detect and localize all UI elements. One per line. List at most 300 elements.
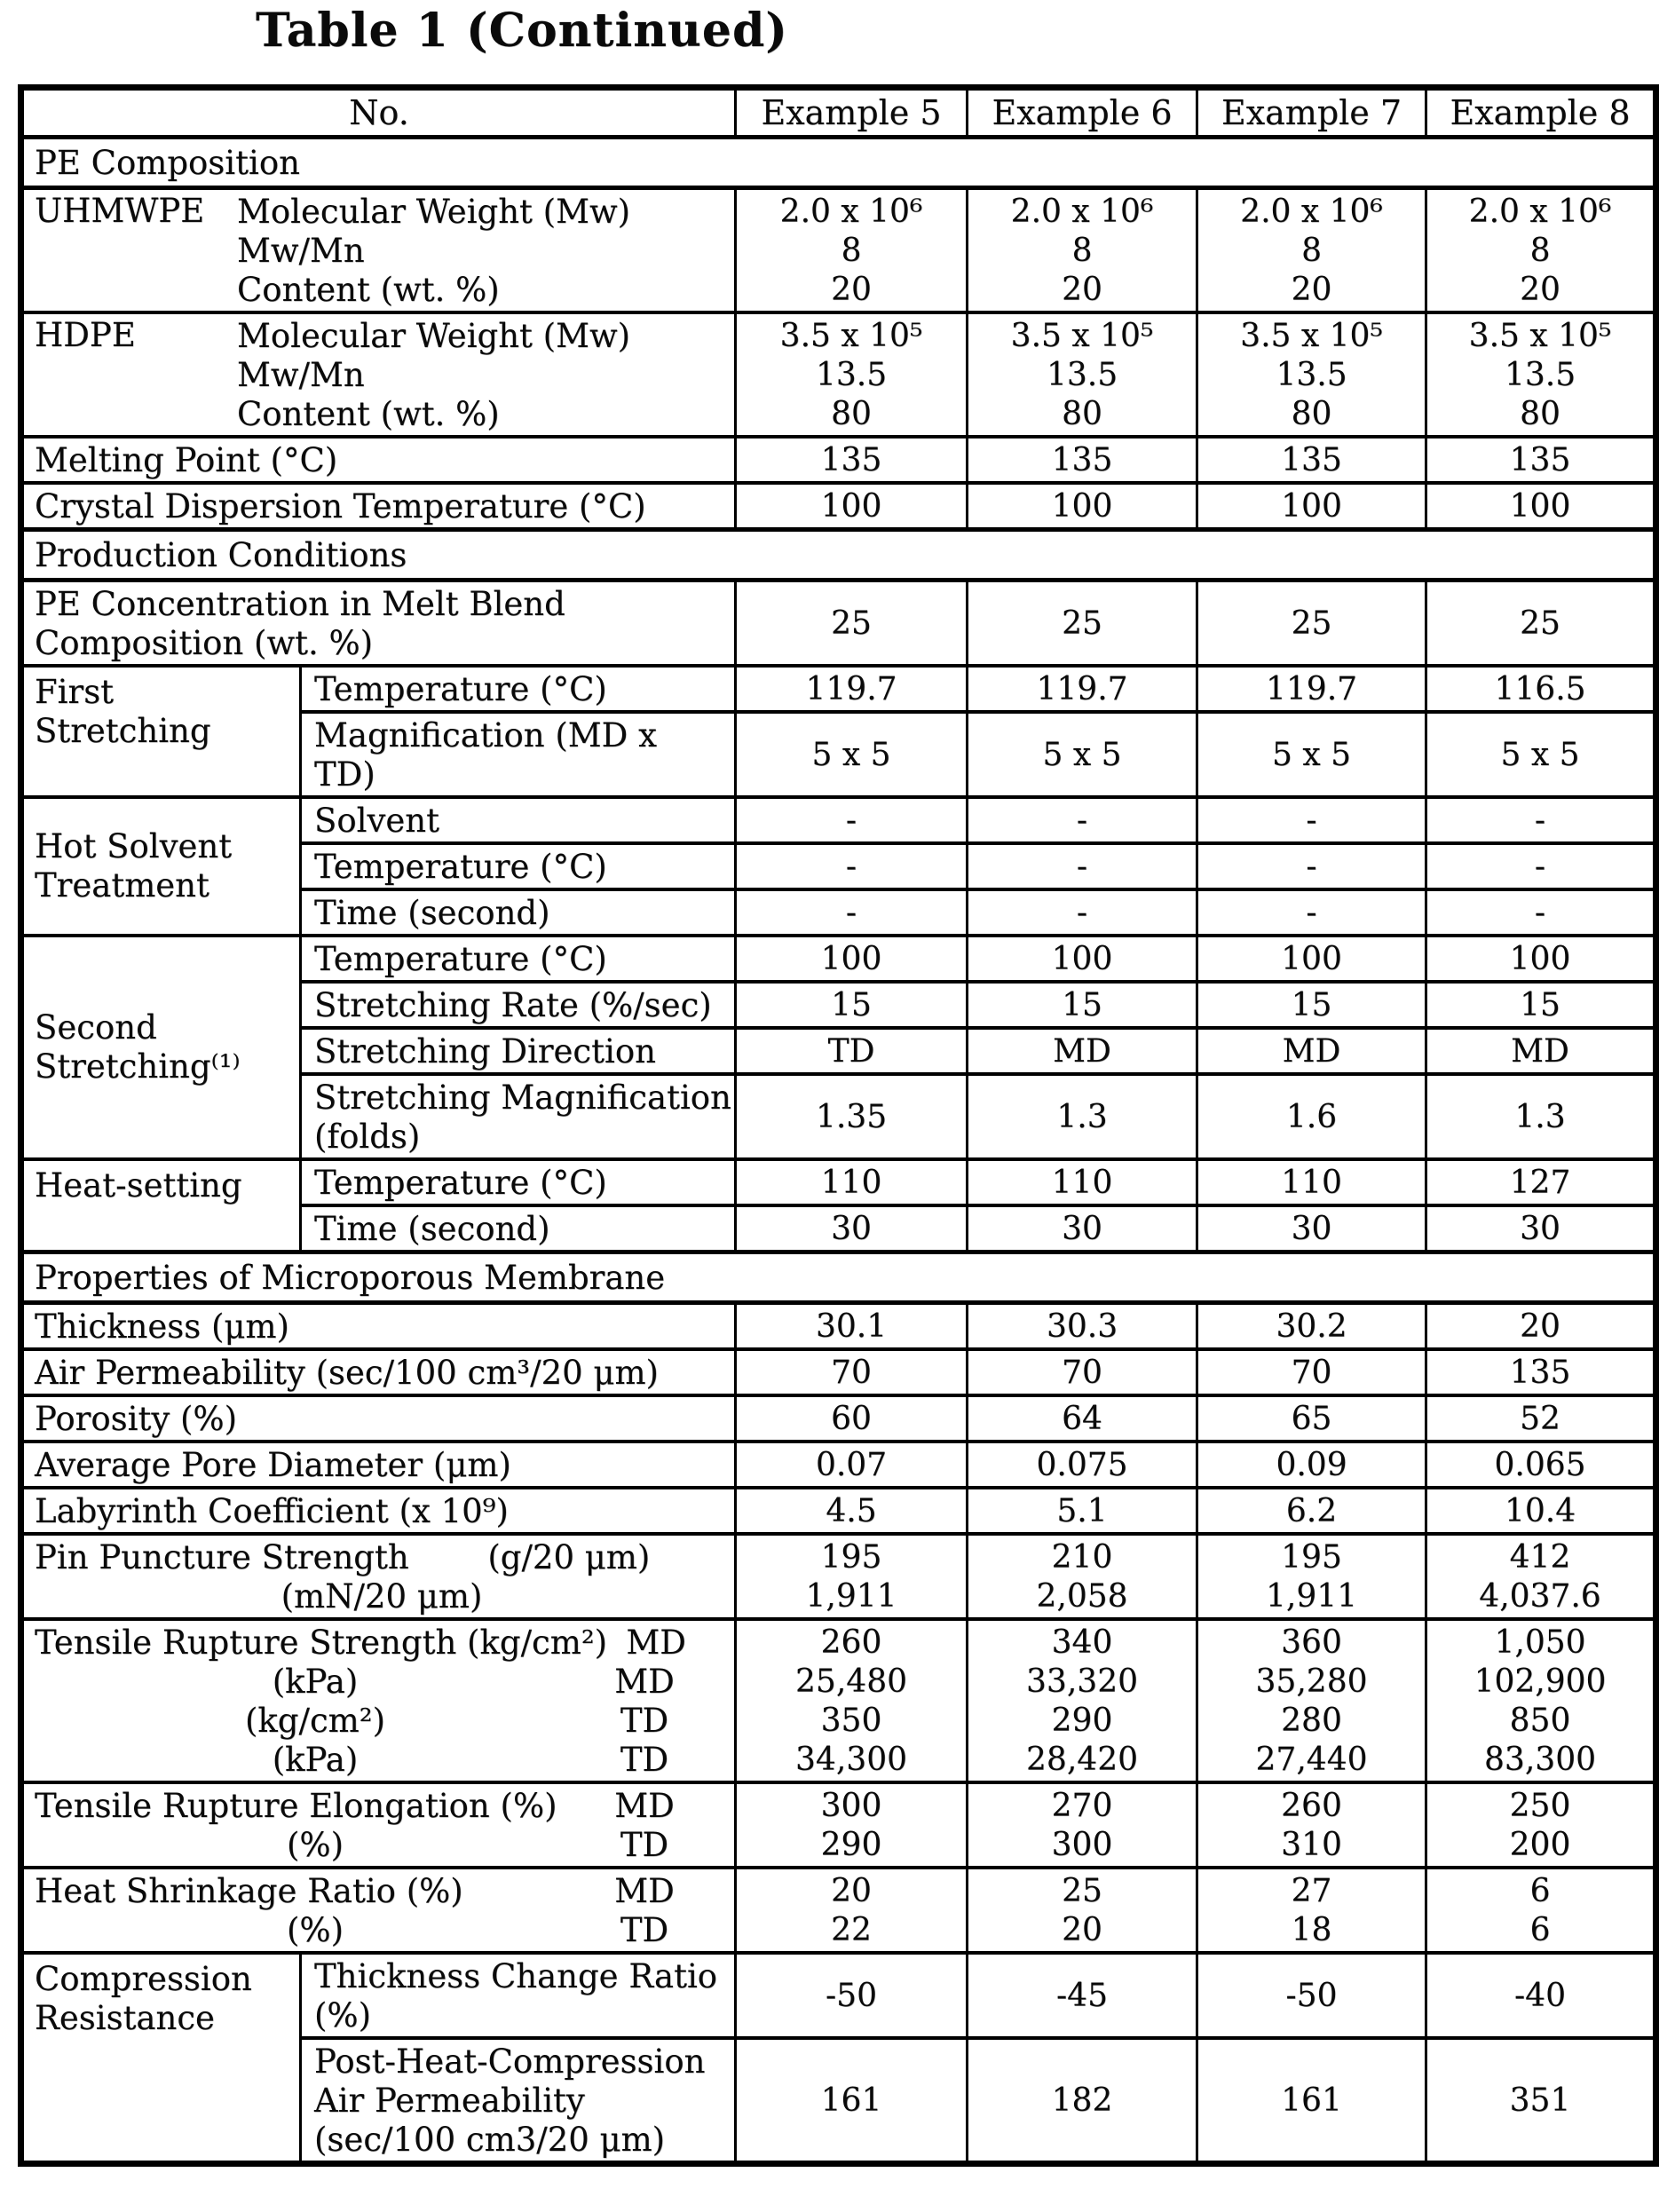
- value-line: 100: [1281, 940, 1342, 977]
- value-cell: [1426, 1159, 1656, 1205]
- value-line: 80: [831, 395, 872, 432]
- row-label-cell: [21, 581, 736, 667]
- value-cell: [1197, 1159, 1426, 1205]
- value-cell: [736, 2038, 968, 2164]
- value-line: 27: [1291, 1872, 1332, 1909]
- row-label-cell: [21, 1782, 736, 1868]
- header-example-cell: [1426, 88, 1656, 138]
- label-text: Time (second): [314, 1209, 550, 1248]
- table-row: [21, 936, 1656, 982]
- label-direction: MD: [614, 1662, 675, 1701]
- value-line: MD: [1511, 1032, 1569, 1070]
- value-line: 100: [1509, 487, 1571, 525]
- group-label: Heat-setting: [35, 1166, 242, 1205]
- value-line: 20: [1520, 271, 1560, 308]
- value-line: 52: [1520, 1400, 1560, 1437]
- label-line: [35, 1576, 729, 1616]
- value-cell: [736, 437, 968, 483]
- value-line: 210: [1051, 1538, 1113, 1576]
- value-cell: [968, 1488, 1197, 1534]
- value-line: 8: [1301, 232, 1322, 269]
- row-label-cell: [21, 188, 736, 313]
- label-text: Stretching Rate (%/sec): [314, 985, 712, 1024]
- value-cell: [1426, 797, 1656, 843]
- label-line: [314, 1117, 729, 1156]
- value-line: 28,420: [1026, 1741, 1138, 1778]
- value-line: 8: [841, 232, 862, 269]
- value-cell: [1426, 889, 1656, 936]
- row-label-cell: [21, 1534, 736, 1619]
- label-line: [237, 192, 729, 231]
- value-cell: [1426, 483, 1656, 530]
- label-line: [314, 715, 729, 754]
- value-cell: [736, 1303, 968, 1350]
- value-line: 412: [1509, 1538, 1571, 1576]
- label-line: [237, 231, 729, 270]
- value-line: -50: [1285, 1977, 1338, 2014]
- value-line: 34,300: [795, 1741, 907, 1778]
- label-line: [314, 1995, 729, 2034]
- header-example-label: Example 7: [1221, 93, 1402, 132]
- value-cell: [736, 936, 968, 982]
- label-unit: (kPa): [272, 1740, 359, 1779]
- label-direction: TD: [620, 1910, 669, 1949]
- value-line: 850: [1509, 1702, 1571, 1739]
- value-cell: [1426, 843, 1656, 889]
- table-row: [21, 530, 1656, 581]
- value-line: 65: [1291, 1400, 1332, 1437]
- value-line: 80: [1291, 395, 1332, 432]
- value-line: 13.5: [1504, 356, 1576, 393]
- value-line: 360: [1281, 1623, 1342, 1661]
- label-text: Temperature (°C): [314, 847, 607, 886]
- label-line: [314, 939, 729, 978]
- value-line: 350: [820, 1702, 882, 1739]
- value-line: 260: [820, 1623, 882, 1661]
- value-line: 30: [831, 1210, 872, 1247]
- value-line: -: [1306, 802, 1317, 839]
- value-line: 195: [1281, 1538, 1342, 1576]
- value-line: 18: [1291, 1911, 1332, 1948]
- table-row: [21, 1349, 1656, 1395]
- value-line: 20: [831, 271, 872, 308]
- value-line: 250: [1509, 1787, 1571, 1824]
- value-line: -: [1076, 848, 1088, 885]
- value-cell: [736, 797, 968, 843]
- value-line: 20: [1291, 271, 1332, 308]
- value-cell: [736, 1782, 968, 1868]
- label-text: Temperature (°C): [314, 939, 607, 978]
- value-line: 290: [1051, 1702, 1113, 1739]
- label-text: Post-Heat-Compression: [314, 2042, 706, 2081]
- value-line: 100: [1281, 487, 1342, 525]
- value-line: 135: [1509, 441, 1571, 478]
- header-no-cell: [21, 88, 736, 138]
- label-line: [314, 1031, 729, 1070]
- sub-label-lines: [237, 192, 729, 309]
- value-line: 135: [820, 441, 882, 478]
- value-cell: [1426, 1868, 1656, 1953]
- label-line: [35, 1399, 729, 1438]
- label-line: [314, 847, 729, 886]
- label-direction: MD: [614, 1786, 675, 1825]
- label-text: Composition (wt. %): [35, 623, 374, 662]
- value-cell: [968, 1303, 1197, 1350]
- label-text: Melting Point (°C): [35, 440, 338, 479]
- value-cell: [736, 1395, 968, 1442]
- label-unit: (%): [286, 1910, 344, 1949]
- value-line: 25: [1520, 604, 1560, 642]
- label-unit: (%): [286, 1825, 344, 1864]
- group-label: Compression Resistance: [35, 1960, 252, 2037]
- value-line: 0.07: [815, 1446, 888, 1483]
- row-label-cell: [21, 1442, 736, 1488]
- value-line: 15: [1291, 986, 1332, 1023]
- value-cell: [1197, 982, 1426, 1028]
- label-text: PE Concentration in Melt Blend: [35, 584, 565, 623]
- value-line: 135: [1051, 441, 1113, 478]
- label-line: [314, 2081, 729, 2120]
- row-label-cell: [21, 1349, 736, 1395]
- value-line: 2.0 x 10⁶: [1468, 193, 1612, 230]
- value-line: 0.065: [1494, 1446, 1586, 1483]
- group-label: Second Stretching⁽¹⁾: [35, 1008, 241, 1086]
- value-line: 80: [1520, 395, 1560, 432]
- value-cell: [968, 581, 1197, 667]
- value-line: MD: [1053, 1032, 1111, 1070]
- value-cell: [736, 1442, 968, 1488]
- value-cell: [968, 312, 1197, 437]
- value-line: MD: [1282, 1032, 1341, 1070]
- label-text: Pin Puncture Strength: [35, 1537, 409, 1576]
- value-cell: [968, 1953, 1197, 2038]
- label-line: [35, 1662, 729, 1701]
- label-unit: (g/20 μm): [487, 1537, 651, 1576]
- value-cell: [1426, 1349, 1656, 1395]
- value-line: 310: [1281, 1826, 1342, 1863]
- sub-label-cell: [301, 982, 736, 1028]
- value-line: 270: [1051, 1787, 1113, 1824]
- label-text: Heat Shrinkage Ratio (%): [35, 1871, 463, 1910]
- label-unit: (kg/cm²): [244, 1701, 386, 1740]
- value-line: 27,440: [1255, 1741, 1368, 1778]
- label-text: Air Permeability (sec/100 cm³/20 μm): [35, 1353, 659, 1392]
- value-line: 161: [820, 2082, 882, 2119]
- label-text: Tensile Rupture Strength (kg/cm²): [35, 1623, 608, 1662]
- label-line: [35, 1871, 729, 1910]
- value-cell: [1197, 312, 1426, 437]
- value-cell: [968, 1205, 1197, 1252]
- table-row: [21, 312, 1656, 437]
- value-cell: [968, 1349, 1197, 1395]
- table-row: [21, 1442, 1656, 1488]
- value-cell: [1197, 1782, 1426, 1868]
- row-label-cell: [21, 312, 736, 437]
- value-line: 5.1: [1056, 1492, 1108, 1529]
- row-label-cell: [21, 1619, 736, 1782]
- value-line: 280: [1281, 1702, 1342, 1739]
- value-line: 110: [820, 1164, 882, 1201]
- value-line: 127: [1509, 1164, 1571, 1201]
- value-cell: [1426, 1619, 1656, 1782]
- label-text: Content (wt. %): [237, 394, 500, 433]
- table-row: [21, 797, 1656, 843]
- value-line: 102,900: [1473, 1663, 1607, 1700]
- value-cell: [1426, 1442, 1656, 1488]
- value-line: 6: [1529, 1911, 1551, 1948]
- label-text: Thickness Change Ratio: [314, 1956, 718, 1995]
- table-row: [21, 1619, 1656, 1782]
- sub-label-cell: [301, 936, 736, 982]
- label-text: Stretching Magnification: [314, 1078, 731, 1117]
- value-line: 70: [1291, 1354, 1332, 1391]
- value-line: 22: [831, 1911, 872, 1948]
- value-line: 33,320: [1026, 1663, 1138, 1700]
- label-line: [35, 1537, 729, 1576]
- value-line: 1.35: [815, 1098, 888, 1135]
- sub-label-cell: [301, 797, 736, 843]
- sub-label-cell: [301, 712, 736, 797]
- label-text: Labyrinth Coefficient (x 10⁹): [35, 1491, 509, 1530]
- row-label-cell: [21, 437, 736, 483]
- value-line: -: [845, 848, 857, 885]
- value-line: 340: [1051, 1623, 1113, 1661]
- value-cell: [1197, 1395, 1426, 1442]
- value-cell: [968, 1782, 1197, 1868]
- value-line: -: [1534, 848, 1546, 885]
- value-cell: [1426, 1953, 1656, 2038]
- value-cell: [968, 797, 1197, 843]
- value-line: 2.0 x 10⁶: [1240, 193, 1383, 230]
- group-label-cell: [21, 797, 301, 936]
- label-direction: TD: [620, 1701, 669, 1740]
- value-line: 260: [1281, 1787, 1342, 1824]
- value-cell: [1197, 936, 1426, 982]
- label-direction: TD: [620, 1740, 669, 1779]
- table-row: [21, 1488, 1656, 1534]
- value-line: 6.2: [1285, 1492, 1338, 1529]
- value-line: 182: [1051, 2082, 1113, 2119]
- label-line: [35, 1307, 729, 1346]
- table-row: [21, 483, 1656, 530]
- row-label-cell: [21, 1488, 736, 1534]
- label-line: [314, 1209, 729, 1248]
- value-line: 8: [1529, 232, 1551, 269]
- value-cell: [1426, 437, 1656, 483]
- label-text: Temperature (°C): [314, 669, 607, 708]
- value-line: 80: [1062, 395, 1102, 432]
- value-cell: [1426, 1782, 1656, 1868]
- value-line: 15: [831, 986, 872, 1023]
- value-cell: [968, 666, 1197, 712]
- label-text: Mw/Mn: [237, 355, 365, 394]
- label-text: Crystal Dispersion Temperature (°C): [35, 486, 646, 525]
- table-row: [21, 1252, 1656, 1303]
- value-line: 25: [1062, 1872, 1102, 1909]
- value-line: -50: [826, 1977, 877, 2014]
- value-line: 119.7: [1036, 670, 1128, 707]
- value-line: 110: [1051, 1164, 1113, 1201]
- value-line: 3.5 x 10⁵: [779, 317, 923, 354]
- value-cell: [736, 1028, 968, 1074]
- value-cell: [736, 188, 968, 313]
- value-cell: [1197, 188, 1426, 313]
- value-line: 0.09: [1276, 1446, 1347, 1483]
- value-line: 25: [1062, 604, 1102, 642]
- table-row: [21, 1868, 1656, 1953]
- value-line: 30.2: [1276, 1307, 1347, 1345]
- value-line: 30: [1520, 1210, 1560, 1247]
- value-line: 25,480: [795, 1663, 907, 1700]
- value-cell: [968, 1442, 1197, 1488]
- value-line: 2.0 x 10⁶: [1010, 193, 1154, 230]
- value-cell: [968, 712, 1197, 797]
- value-line: 100: [1509, 940, 1571, 977]
- header-example-label: Example 6: [992, 93, 1173, 132]
- label-text: Air Permeability: [314, 2081, 585, 2120]
- value-line: -: [1076, 894, 1088, 931]
- value-line: 10.4: [1504, 1492, 1576, 1529]
- value-line: -: [1306, 848, 1317, 885]
- value-cell: [1197, 1534, 1426, 1619]
- value-line: 0.075: [1036, 1446, 1128, 1483]
- label-text: Magnification (MD x: [314, 715, 657, 754]
- label-text: Molecular Weight (Mw): [237, 316, 631, 355]
- value-cell: [736, 581, 968, 667]
- header-no-label: No.: [349, 93, 409, 132]
- label-text: Time (second): [314, 893, 550, 932]
- value-line: 1.3: [1514, 1098, 1566, 1135]
- label-text: TD): [314, 754, 375, 794]
- row-label-cell: [21, 483, 736, 530]
- value-cell: [1197, 889, 1426, 936]
- value-cell: [736, 1534, 968, 1619]
- value-line: 5 x 5: [1500, 736, 1580, 773]
- value-cell: [968, 1028, 1197, 1074]
- value-line: -45: [1056, 1977, 1108, 2014]
- value-line: 3.5 x 10⁵: [1240, 317, 1383, 354]
- label-line: [237, 394, 729, 433]
- value-cell: [1197, 1349, 1426, 1395]
- label-line: [314, 1956, 729, 1995]
- value-cell: [1197, 1442, 1426, 1488]
- label-text: Average Pore Diameter (μm): [35, 1445, 511, 1484]
- label-line: [237, 316, 729, 355]
- label-text: Mw/Mn: [237, 231, 365, 270]
- label-line: [35, 1701, 729, 1740]
- value-line: -: [1534, 802, 1546, 839]
- value-cell: [1426, 2038, 1656, 2164]
- label-text: (%): [314, 1995, 372, 2034]
- value-line: 195: [820, 1538, 882, 1576]
- value-cell: [968, 1395, 1197, 1442]
- value-cell: [1426, 666, 1656, 712]
- label-line: [314, 754, 729, 794]
- value-cell: [968, 188, 1197, 313]
- table-row: [21, 437, 1656, 483]
- label-direction: TD: [620, 1825, 669, 1864]
- value-line: 3.5 x 10⁵: [1010, 317, 1154, 354]
- value-line: 351: [1509, 2082, 1571, 2119]
- value-cell: [1426, 712, 1656, 797]
- table-row: [21, 666, 1656, 712]
- value-cell: [1426, 1205, 1656, 1252]
- value-line: 25: [1291, 604, 1332, 642]
- table-row: [21, 1159, 1656, 1205]
- section-label: Production Conditions: [35, 535, 407, 574]
- value-cell: [1426, 581, 1656, 667]
- value-line: 15: [1062, 986, 1102, 1023]
- value-line: 30: [1062, 1210, 1102, 1247]
- value-cell: [1426, 1395, 1656, 1442]
- value-cell: [1197, 1953, 1426, 2038]
- value-line: 1,911: [805, 1577, 897, 1615]
- value-cell: [1426, 936, 1656, 982]
- value-line: -40: [1514, 1977, 1566, 2014]
- value-cell: [968, 437, 1197, 483]
- value-cell: [1426, 312, 1656, 437]
- value-cell: [1197, 581, 1426, 667]
- value-cell: [1197, 1205, 1426, 1252]
- value-line: 116.5: [1494, 670, 1586, 707]
- table-row: [21, 1395, 1656, 1442]
- label-line: [35, 623, 729, 662]
- value-line: 20: [1062, 271, 1102, 308]
- value-line: 64: [1062, 1400, 1102, 1437]
- value-line: 100: [820, 487, 882, 525]
- sub-label-cell: [301, 1159, 736, 1205]
- row-label-cell: [21, 1868, 736, 1953]
- group-label: Hot Solvent Treatment: [35, 827, 233, 905]
- label-line: [35, 486, 729, 525]
- value-cell: [736, 982, 968, 1028]
- value-line: 70: [831, 1354, 872, 1391]
- value-cell: [736, 1205, 968, 1252]
- page-title: Table 1 (Continued): [256, 4, 788, 58]
- value-line: 13.5: [1046, 356, 1118, 393]
- label-text: (sec/100 cm3/20 μm): [314, 2120, 666, 2159]
- value-cell: [1197, 2038, 1426, 2164]
- value-line: 300: [820, 1787, 882, 1824]
- value-line: 6: [1529, 1872, 1551, 1909]
- table-row: [21, 1303, 1656, 1350]
- value-cell: [736, 889, 968, 936]
- label-line: [35, 1353, 729, 1392]
- value-cell: [968, 1868, 1197, 1953]
- sub-label-cell: [301, 2038, 736, 2164]
- value-cell: [736, 1488, 968, 1534]
- value-line: 13.5: [1276, 356, 1347, 393]
- value-line: 30.1: [815, 1307, 888, 1345]
- label-line: [35, 1825, 729, 1864]
- value-line: 4.5: [826, 1492, 877, 1529]
- label-text: Content (wt. %): [237, 270, 500, 309]
- value-cell: [736, 1953, 968, 2038]
- value-line: 13.5: [815, 356, 888, 393]
- value-cell: [968, 1159, 1197, 1205]
- value-cell: [1197, 437, 1426, 483]
- sub-label-cell: [301, 1205, 736, 1252]
- value-cell: [1197, 843, 1426, 889]
- group-label-cell: [21, 1953, 301, 2164]
- label-line: [35, 1740, 729, 1779]
- sub-label-cell: [301, 1074, 736, 1159]
- value-cell: [736, 312, 968, 437]
- header-example-label: Example 8: [1450, 93, 1631, 132]
- value-line: 1,050: [1494, 1623, 1586, 1661]
- label-text: Stretching Direction: [314, 1031, 656, 1070]
- label-text: Porosity (%): [35, 1399, 238, 1438]
